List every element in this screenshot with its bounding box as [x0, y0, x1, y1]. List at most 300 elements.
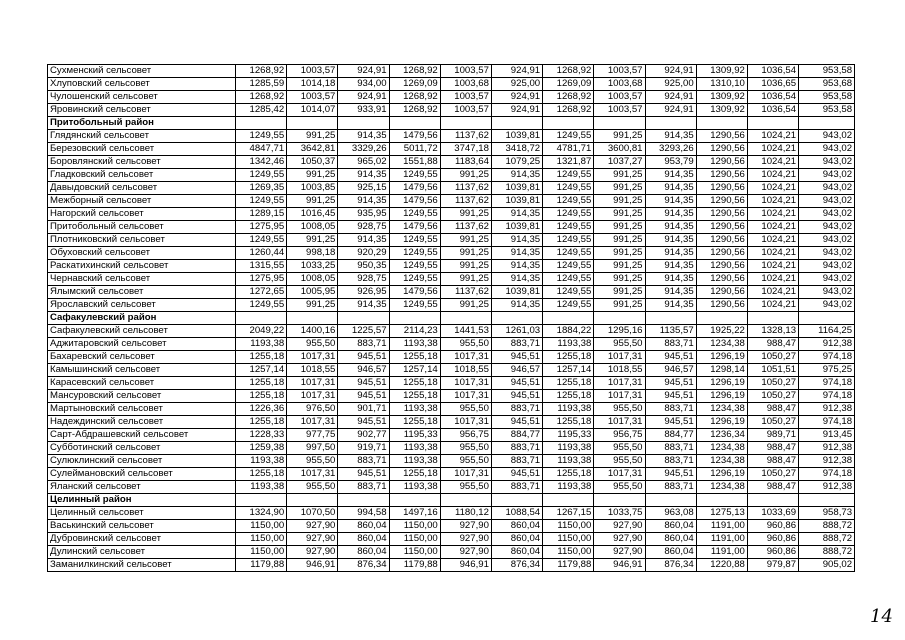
- value-cell: 1269,35: [236, 182, 287, 195]
- value-cell: 988,47: [747, 481, 798, 494]
- table-row: [48, 416, 855, 429]
- value-cell: 1249,55: [543, 299, 594, 312]
- settlement-name: Обуховский сельсовет: [48, 247, 236, 260]
- value-cell: 1290,56: [696, 195, 747, 208]
- value-cell: [389, 494, 440, 507]
- value-cell: 943,02: [799, 221, 855, 234]
- value-cell: 883,71: [491, 403, 542, 416]
- value-cell: 1003,57: [594, 91, 645, 104]
- value-cell: 1003,57: [287, 65, 338, 78]
- value-cell: 883,71: [491, 442, 542, 455]
- table-row: [48, 104, 855, 117]
- value-cell: 1024,21: [747, 299, 798, 312]
- value-cell: 955,50: [594, 455, 645, 468]
- value-cell: 927,90: [594, 533, 645, 546]
- value-cell: 927,90: [440, 546, 491, 559]
- value-cell: [645, 117, 696, 130]
- table-row: [48, 273, 855, 286]
- value-cell: 935,95: [338, 208, 389, 221]
- value-cell: 991,25: [440, 260, 491, 273]
- settlement-name: Целинный сельсовет: [48, 507, 236, 520]
- value-cell: 2114,23: [389, 325, 440, 338]
- value-cell: 1225,57: [338, 325, 389, 338]
- value-cell: 1268,92: [389, 91, 440, 104]
- table-row: [48, 299, 855, 312]
- value-cell: 1003,57: [440, 91, 491, 104]
- value-cell: 1249,55: [543, 221, 594, 234]
- value-cell: 1551,88: [389, 156, 440, 169]
- value-cell: 1255,18: [543, 390, 594, 403]
- value-cell: 1310,10: [696, 78, 747, 91]
- settlement-name: Мансуровский сельсовет: [48, 390, 236, 403]
- value-cell: 946,91: [440, 559, 491, 572]
- table-row: [48, 351, 855, 364]
- value-cell: 1003,68: [594, 78, 645, 91]
- value-cell: 1017,31: [594, 351, 645, 364]
- value-cell: 1255,18: [389, 468, 440, 481]
- value-cell: 1039,81: [491, 286, 542, 299]
- value-cell: 955,50: [440, 481, 491, 494]
- value-cell: 1255,18: [389, 351, 440, 364]
- value-cell: 1079,25: [491, 156, 542, 169]
- value-cell: 925,00: [645, 78, 696, 91]
- value-cell: 1017,31: [440, 468, 491, 481]
- value-cell: 1003,57: [440, 104, 491, 117]
- value-cell: 955,50: [440, 455, 491, 468]
- value-cell: 1290,56: [696, 234, 747, 247]
- value-cell: 927,90: [594, 546, 645, 559]
- value-cell: 883,71: [491, 338, 542, 351]
- value-cell: 1268,92: [389, 104, 440, 117]
- value-cell: 883,71: [338, 338, 389, 351]
- value-cell: 956,75: [440, 429, 491, 442]
- value-cell: 946,91: [287, 559, 338, 572]
- value-cell: 1321,87: [543, 156, 594, 169]
- value-cell: 876,34: [338, 559, 389, 572]
- value-cell: 901,71: [338, 403, 389, 416]
- value-cell: 1479,56: [389, 286, 440, 299]
- tariff-table-sheet: [47, 64, 855, 572]
- value-cell: 1257,14: [236, 364, 287, 377]
- value-cell: 1255,18: [543, 416, 594, 429]
- value-cell: 1017,31: [440, 390, 491, 403]
- value-cell: 1497,16: [389, 507, 440, 520]
- value-cell: 1268,92: [543, 104, 594, 117]
- settlement-name: Надеждинский сельсовет: [48, 416, 236, 429]
- value-cell: 955,50: [594, 338, 645, 351]
- value-cell: 1309,92: [696, 91, 747, 104]
- value-cell: 914,35: [338, 169, 389, 182]
- value-cell: [645, 494, 696, 507]
- value-cell: 991,25: [594, 286, 645, 299]
- value-cell: 1017,31: [594, 377, 645, 390]
- value-cell: 991,25: [594, 299, 645, 312]
- value-cell: 1150,00: [543, 533, 594, 546]
- value-cell: [338, 117, 389, 130]
- value-cell: [491, 494, 542, 507]
- value-cell: 924,91: [491, 65, 542, 78]
- value-cell: 991,25: [287, 234, 338, 247]
- value-cell: 1024,21: [747, 247, 798, 260]
- value-cell: 1003,85: [287, 182, 338, 195]
- value-cell: [543, 117, 594, 130]
- value-cell: 1050,27: [747, 377, 798, 390]
- value-cell: 991,25: [594, 234, 645, 247]
- value-cell: 953,58: [799, 104, 855, 117]
- value-cell: 924,91: [645, 65, 696, 78]
- value-cell: 1249,55: [389, 208, 440, 221]
- value-cell: 860,04: [491, 520, 542, 533]
- value-cell: 1290,56: [696, 221, 747, 234]
- value-cell: 1324,90: [236, 507, 287, 520]
- settlement-name: Сулюклинский сельсовет: [48, 455, 236, 468]
- value-cell: 1249,55: [543, 182, 594, 195]
- value-cell: 1024,21: [747, 130, 798, 143]
- value-cell: 1037,27: [594, 156, 645, 169]
- value-cell: 1017,31: [594, 416, 645, 429]
- value-cell: 914,35: [645, 169, 696, 182]
- value-cell: 1400,16: [287, 325, 338, 338]
- value-cell: 1183,64: [440, 156, 491, 169]
- value-cell: 1290,56: [696, 247, 747, 260]
- value-cell: 1255,18: [236, 468, 287, 481]
- value-cell: 1296,19: [696, 468, 747, 481]
- value-cell: 1193,38: [236, 455, 287, 468]
- value-cell: 991,25: [594, 221, 645, 234]
- value-cell: 1296,19: [696, 390, 747, 403]
- value-cell: 1150,00: [389, 533, 440, 546]
- value-cell: 1255,18: [389, 390, 440, 403]
- value-cell: 1290,56: [696, 208, 747, 221]
- table-row: [48, 429, 855, 442]
- value-cell: 914,35: [491, 299, 542, 312]
- value-cell: [338, 312, 389, 325]
- value-cell: 943,02: [799, 143, 855, 156]
- value-cell: 914,35: [645, 299, 696, 312]
- value-cell: 1180,12: [440, 507, 491, 520]
- value-cell: 1255,18: [236, 351, 287, 364]
- value-cell: 1249,55: [236, 130, 287, 143]
- value-cell: 1309,92: [696, 65, 747, 78]
- value-cell: 884,77: [645, 429, 696, 442]
- table-row: [48, 442, 855, 455]
- value-cell: 945,51: [645, 390, 696, 403]
- value-cell: [747, 494, 798, 507]
- value-cell: 943,02: [799, 299, 855, 312]
- value-cell: [287, 117, 338, 130]
- value-cell: 1033,25: [287, 260, 338, 273]
- value-cell: 991,25: [287, 195, 338, 208]
- value-cell: 953,58: [799, 65, 855, 78]
- value-cell: 946,91: [594, 559, 645, 572]
- value-cell: 1257,14: [543, 364, 594, 377]
- value-cell: 946,57: [491, 364, 542, 377]
- value-cell: 1024,21: [747, 143, 798, 156]
- table-row: [48, 65, 855, 78]
- value-cell: [236, 117, 287, 130]
- settlement-name: Яланский сельсовет: [48, 481, 236, 494]
- table-row: [48, 286, 855, 299]
- district-name: Притобольный район: [48, 117, 236, 130]
- value-cell: 927,90: [287, 533, 338, 546]
- value-cell: 991,25: [594, 169, 645, 182]
- value-cell: 1017,31: [287, 416, 338, 429]
- value-cell: 1039,81: [491, 182, 542, 195]
- value-cell: 4781,71: [543, 143, 594, 156]
- settlement-name: Карасевский сельсовет: [48, 377, 236, 390]
- district-name: Целинный район: [48, 494, 236, 507]
- value-cell: 960,86: [747, 546, 798, 559]
- value-cell: 926,95: [338, 286, 389, 299]
- value-cell: 991,25: [287, 130, 338, 143]
- value-cell: 945,51: [491, 416, 542, 429]
- value-cell: 991,25: [594, 260, 645, 273]
- value-cell: 1249,55: [543, 234, 594, 247]
- value-cell: 1260,44: [236, 247, 287, 260]
- value-cell: 1193,38: [543, 481, 594, 494]
- value-cell: 1226,36: [236, 403, 287, 416]
- value-cell: 1195,33: [389, 429, 440, 442]
- value-cell: [338, 494, 389, 507]
- table-row: [48, 403, 855, 416]
- value-cell: 1150,00: [236, 520, 287, 533]
- value-cell: 1036,54: [747, 104, 798, 117]
- value-cell: 1298,14: [696, 364, 747, 377]
- settlement-name: Раскатихинский сельсовет: [48, 260, 236, 273]
- value-cell: 945,51: [491, 377, 542, 390]
- table-row: [48, 143, 855, 156]
- settlement-name: Бахаревский сельсовет: [48, 351, 236, 364]
- value-cell: 1268,92: [543, 65, 594, 78]
- value-cell: 1137,62: [440, 182, 491, 195]
- value-cell: 1234,38: [696, 403, 747, 416]
- district-header-row: [48, 117, 855, 130]
- value-cell: 1290,56: [696, 182, 747, 195]
- value-cell: 860,04: [338, 546, 389, 559]
- value-cell: 1150,00: [236, 533, 287, 546]
- value-cell: 991,25: [440, 299, 491, 312]
- value-cell: 945,51: [645, 416, 696, 429]
- value-cell: 1249,55: [543, 130, 594, 143]
- table-row: [48, 455, 855, 468]
- value-cell: [440, 494, 491, 507]
- value-cell: 1269,09: [389, 78, 440, 91]
- value-cell: 5011,72: [389, 143, 440, 156]
- value-cell: 1191,00: [696, 520, 747, 533]
- value-cell: 955,50: [440, 403, 491, 416]
- value-cell: 913,45: [799, 429, 855, 442]
- value-cell: 1249,55: [543, 195, 594, 208]
- settlement-name: Заманилкинский сельсовет: [48, 559, 236, 572]
- table-row: [48, 533, 855, 546]
- value-cell: 1193,38: [389, 481, 440, 494]
- value-cell: 945,51: [338, 468, 389, 481]
- value-cell: 988,47: [747, 403, 798, 416]
- value-cell: 1050,27: [747, 351, 798, 364]
- value-cell: 1193,38: [236, 481, 287, 494]
- table-row: [48, 260, 855, 273]
- value-cell: 1272,65: [236, 286, 287, 299]
- value-cell: [594, 312, 645, 325]
- table-row: [48, 91, 855, 104]
- value-cell: 1296,19: [696, 351, 747, 364]
- value-cell: 883,71: [645, 455, 696, 468]
- value-cell: 975,25: [799, 364, 855, 377]
- value-cell: 912,38: [799, 403, 855, 416]
- value-cell: 1018,55: [440, 364, 491, 377]
- value-cell: 888,72: [799, 520, 855, 533]
- value-cell: 974,18: [799, 468, 855, 481]
- page-number: 14: [870, 606, 893, 627]
- value-cell: 1014,07: [287, 104, 338, 117]
- value-cell: 1249,55: [543, 286, 594, 299]
- value-cell: [594, 117, 645, 130]
- value-cell: 920,29: [338, 247, 389, 260]
- value-cell: 953,79: [645, 156, 696, 169]
- value-cell: 927,90: [594, 520, 645, 533]
- value-cell: 912,38: [799, 442, 855, 455]
- value-cell: 1275,95: [236, 273, 287, 286]
- value-cell: 914,35: [645, 221, 696, 234]
- value-cell: 1275,95: [236, 221, 287, 234]
- value-cell: 1255,18: [543, 468, 594, 481]
- value-cell: 1479,56: [389, 195, 440, 208]
- value-cell: 1249,55: [389, 234, 440, 247]
- settlement-name: Боровлянский сельсовет: [48, 156, 236, 169]
- value-cell: 1039,81: [491, 221, 542, 234]
- value-cell: 1228,33: [236, 429, 287, 442]
- value-cell: 946,57: [338, 364, 389, 377]
- value-cell: 1017,31: [287, 468, 338, 481]
- value-cell: 1290,56: [696, 273, 747, 286]
- settlement-name: Сулейманoвский сельсовет: [48, 468, 236, 481]
- value-cell: 945,51: [645, 351, 696, 364]
- value-cell: 974,18: [799, 377, 855, 390]
- value-cell: 991,25: [594, 273, 645, 286]
- value-cell: 945,51: [491, 390, 542, 403]
- value-cell: 1269,09: [543, 78, 594, 91]
- value-cell: 1150,00: [543, 546, 594, 559]
- value-cell: 955,50: [440, 442, 491, 455]
- value-cell: 1003,57: [594, 104, 645, 117]
- value-cell: 953,68: [799, 78, 855, 91]
- value-cell: 933,91: [338, 104, 389, 117]
- value-cell: 1033,75: [594, 507, 645, 520]
- value-cell: 3747,18: [440, 143, 491, 156]
- value-cell: 1024,21: [747, 195, 798, 208]
- value-cell: 914,35: [645, 130, 696, 143]
- value-cell: 943,02: [799, 208, 855, 221]
- value-cell: 945,51: [491, 351, 542, 364]
- value-cell: 963,08: [645, 507, 696, 520]
- value-cell: 1137,62: [440, 195, 491, 208]
- value-cell: 919,71: [338, 442, 389, 455]
- value-cell: 1017,31: [594, 390, 645, 403]
- table-row: [48, 247, 855, 260]
- value-cell: 1195,33: [543, 429, 594, 442]
- value-cell: [747, 117, 798, 130]
- value-cell: 3418,72: [491, 143, 542, 156]
- value-cell: 950,35: [338, 260, 389, 273]
- value-cell: 883,71: [491, 481, 542, 494]
- value-cell: 1051,51: [747, 364, 798, 377]
- value-cell: 914,35: [645, 247, 696, 260]
- value-cell: 955,50: [440, 338, 491, 351]
- value-cell: 1290,56: [696, 130, 747, 143]
- value-cell: 989,71: [747, 429, 798, 442]
- table-row: [48, 468, 855, 481]
- value-cell: 1296,19: [696, 377, 747, 390]
- value-cell: [696, 494, 747, 507]
- value-cell: 1150,00: [236, 546, 287, 559]
- value-cell: 945,51: [338, 377, 389, 390]
- settlement-name: Давыдовский сельсовет: [48, 182, 236, 195]
- table-row: [48, 221, 855, 234]
- value-cell: 1024,21: [747, 260, 798, 273]
- value-cell: 914,35: [338, 130, 389, 143]
- value-cell: 943,02: [799, 247, 855, 260]
- settlement-name: Аджитаровский сельсовет: [48, 338, 236, 351]
- value-cell: 1024,21: [747, 234, 798, 247]
- value-cell: 1249,55: [543, 169, 594, 182]
- value-cell: 946,57: [645, 364, 696, 377]
- value-cell: 1191,00: [696, 546, 747, 559]
- value-cell: 2049,22: [236, 325, 287, 338]
- value-cell: 1328,13: [747, 325, 798, 338]
- value-cell: 1036,54: [747, 65, 798, 78]
- value-cell: 3642,81: [287, 143, 338, 156]
- value-cell: 1234,38: [696, 481, 747, 494]
- value-cell: 1290,56: [696, 299, 747, 312]
- value-cell: 883,71: [338, 455, 389, 468]
- settlement-name: Гладковский сельсовет: [48, 169, 236, 182]
- value-cell: 1191,00: [696, 533, 747, 546]
- value-cell: 1268,92: [543, 91, 594, 104]
- district-header-row: [48, 312, 855, 325]
- value-cell: 1255,18: [236, 416, 287, 429]
- value-cell: 955,50: [594, 481, 645, 494]
- table-row: [48, 390, 855, 403]
- value-cell: [236, 312, 287, 325]
- value-cell: 1017,31: [287, 377, 338, 390]
- value-cell: 1268,92: [236, 91, 287, 104]
- value-cell: 860,04: [491, 546, 542, 559]
- value-cell: 1164,25: [799, 325, 855, 338]
- value-cell: 925,15: [338, 182, 389, 195]
- value-cell: 991,25: [440, 247, 491, 260]
- value-cell: 1290,56: [696, 260, 747, 273]
- value-cell: 991,25: [287, 169, 338, 182]
- value-cell: 1290,56: [696, 143, 747, 156]
- table-row: [48, 182, 855, 195]
- value-cell: 1070,50: [287, 507, 338, 520]
- value-cell: 1050,27: [747, 416, 798, 429]
- value-cell: 974,18: [799, 390, 855, 403]
- value-cell: 1050,27: [747, 468, 798, 481]
- value-cell: 1036,54: [747, 91, 798, 104]
- value-cell: [491, 117, 542, 130]
- value-cell: 1003,57: [287, 91, 338, 104]
- value-cell: 928,75: [338, 221, 389, 234]
- value-cell: [440, 312, 491, 325]
- value-cell: 1234,38: [696, 455, 747, 468]
- value-cell: 1193,38: [543, 403, 594, 416]
- settlement-name: Глядянский сельсовет: [48, 130, 236, 143]
- value-cell: 1249,55: [236, 169, 287, 182]
- value-cell: 977,75: [287, 429, 338, 442]
- settlement-name: Межборный сельсовет: [48, 195, 236, 208]
- district-name: Сафакулевский район: [48, 312, 236, 325]
